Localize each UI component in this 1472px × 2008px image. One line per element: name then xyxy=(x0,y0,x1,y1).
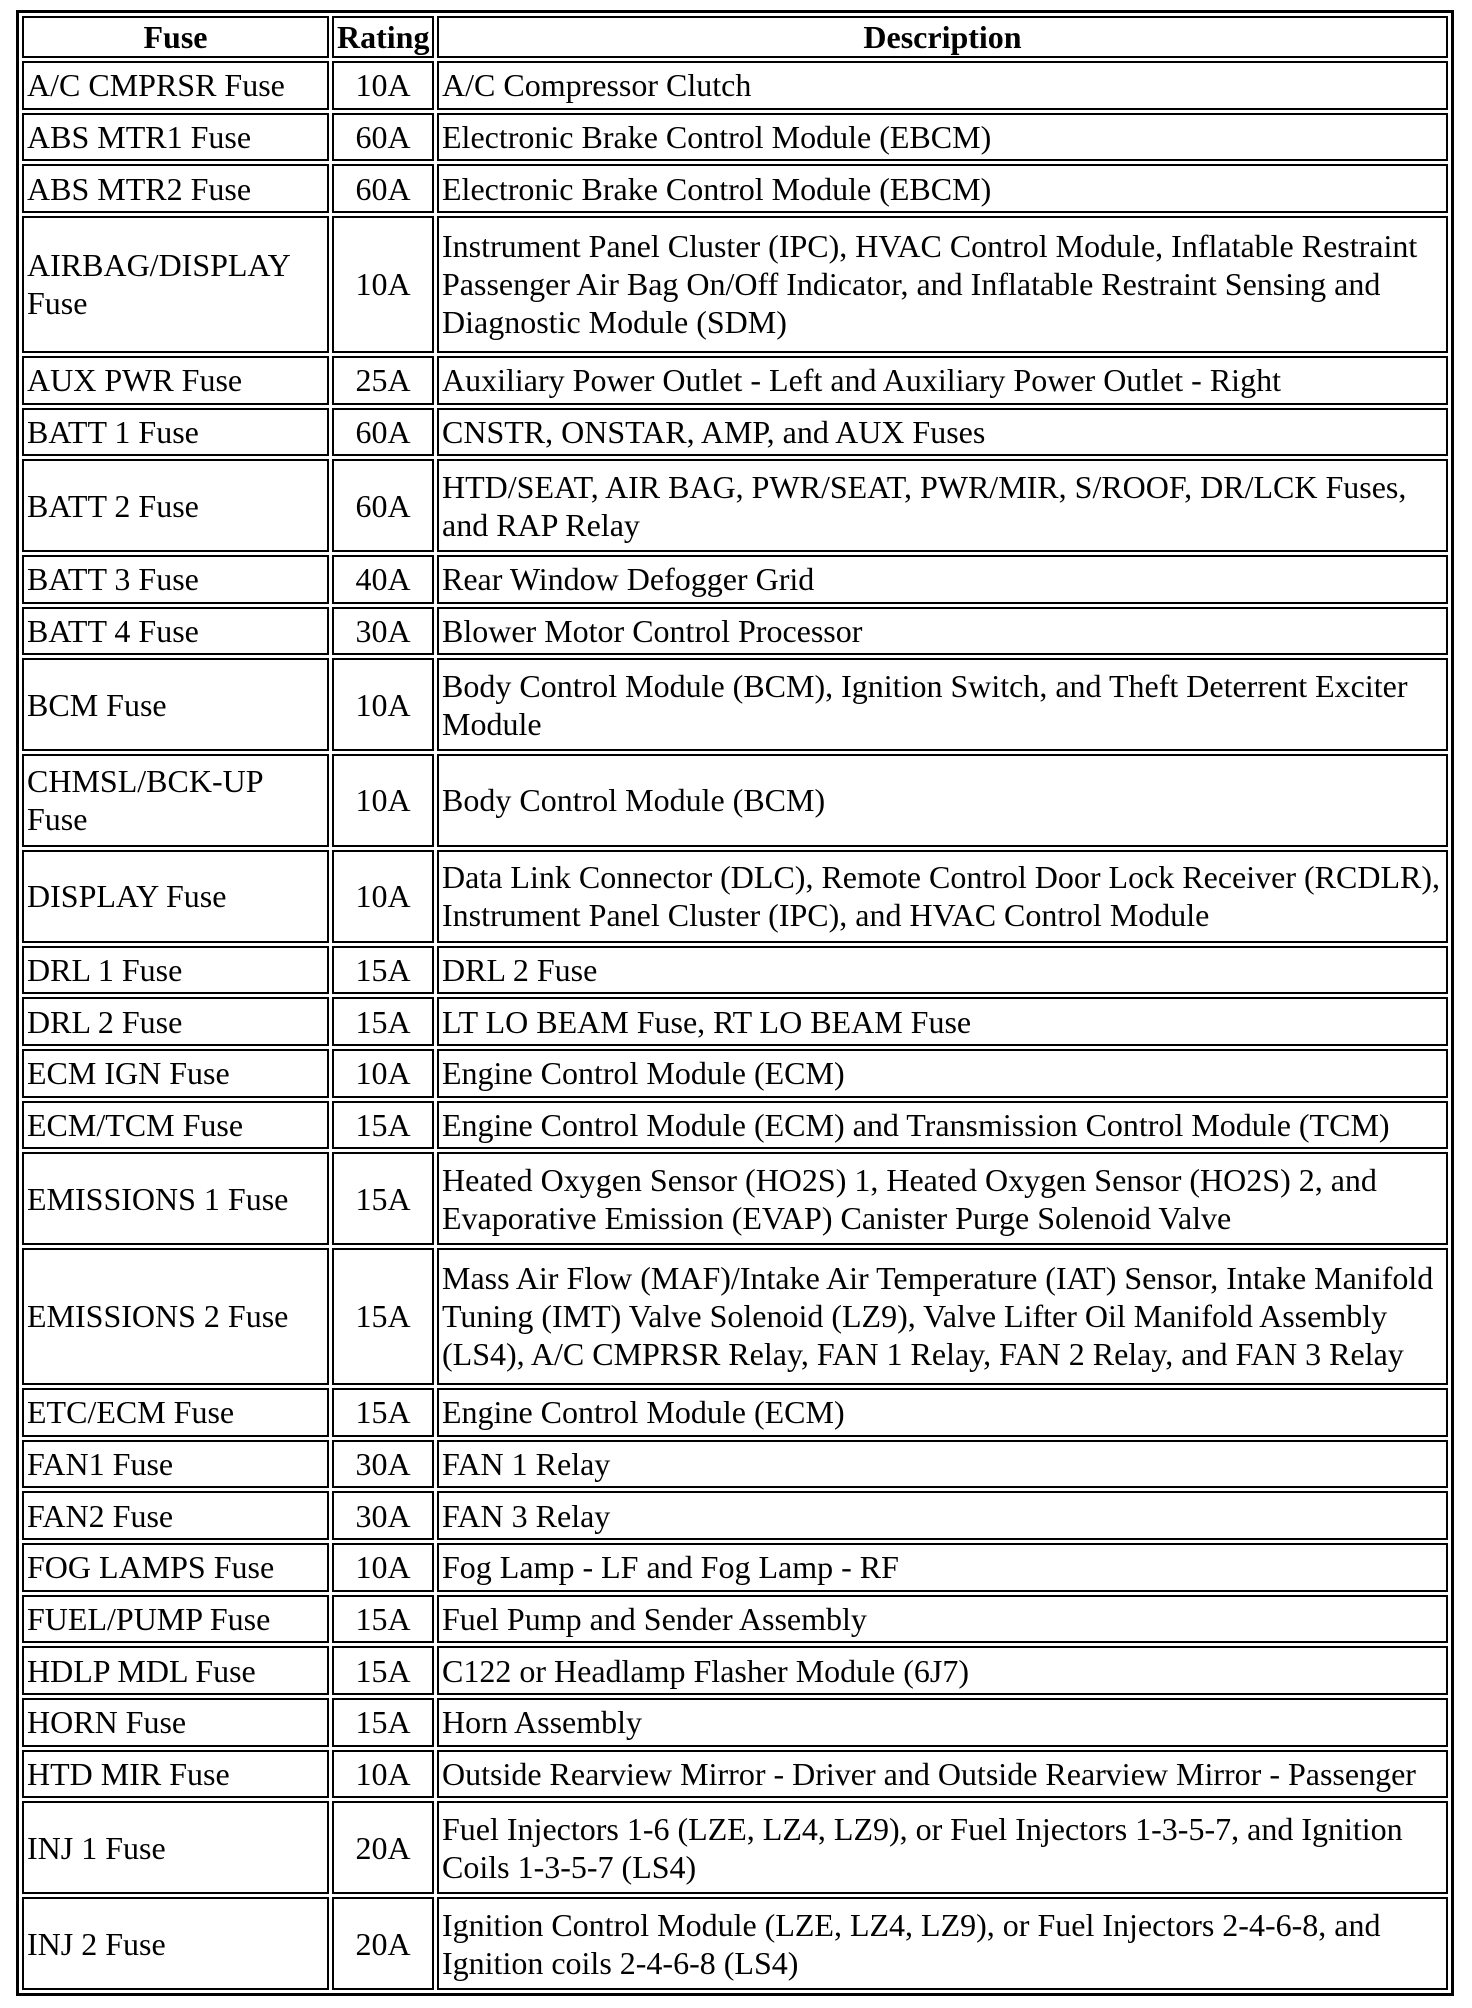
fuse-description-cell: CNSTR, ONSTAR, AMP, and AUX Fuses xyxy=(437,408,1448,457)
fuse-description-cell: Fuel Pump and Sender Assembly xyxy=(437,1595,1448,1644)
fuse-description-cell: Blower Motor Control Processor xyxy=(437,607,1448,656)
fuse-name-cell: A/C CMPRSR Fuse xyxy=(22,61,329,110)
fuse-name-cell: EMISSIONS 1 Fuse xyxy=(22,1152,329,1245)
fuse-name-cell: FOG LAMPS Fuse xyxy=(22,1543,329,1592)
table-row xyxy=(22,113,1448,162)
fuse-description-cell: Fuel Injectors 1-6 (LZE, LZ4, LZ9), or Fuel Injectors 1-3-5-7, and Ignition Coils 1-3-5-7 (LS4) xyxy=(437,1801,1448,1894)
fuse-description-cell: Instrument Panel Cluster (IPC), HVAC Control Module, Inflatable Restraint Passenger Air Bag On/Off Indicator, and Inflatable Restraint Sensing and Diagnostic Module (SDM) xyxy=(437,216,1448,353)
fuse-rating-cell: 25A xyxy=(332,356,434,405)
fuse-rating-cell: 15A xyxy=(332,1698,434,1747)
fuse-description-cell: HTD/SEAT, AIR BAG, PWR/SEAT, PWR/MIR, S/ROOF, DR/LCK Fuses, and RAP Relay xyxy=(437,459,1448,552)
fuse-rating-cell: 15A xyxy=(332,946,434,995)
fuse-name-cell: BCM Fuse xyxy=(22,658,329,751)
table-row xyxy=(22,408,1448,457)
fuse-description-cell: Electronic Brake Control Module (EBCM) xyxy=(437,164,1448,213)
fuse-name-cell: ECM/TCM Fuse xyxy=(22,1101,329,1150)
table-row xyxy=(22,850,1448,943)
table-row xyxy=(22,555,1448,604)
fuse-name-cell: CHMSL/BCK-UP Fuse xyxy=(22,754,329,847)
fuse-name-cell: DRL 2 Fuse xyxy=(22,997,329,1046)
table-row xyxy=(22,1388,1448,1437)
fuse-description-cell: LT LO BEAM Fuse, RT LO BEAM Fuse xyxy=(437,997,1448,1046)
fuse-name-cell: FUEL/PUMP Fuse xyxy=(22,1595,329,1644)
table-row xyxy=(22,1440,1448,1489)
fuse-rating-cell: 10A xyxy=(332,1543,434,1592)
fuse-name-cell: HDLP MDL Fuse xyxy=(22,1646,329,1695)
fuse-rating-cell: 20A xyxy=(332,1801,434,1894)
fuse-rating-cell: 15A xyxy=(332,1595,434,1644)
fuse-rating-cell: 30A xyxy=(332,1440,434,1489)
table-row xyxy=(22,216,1448,353)
table-row xyxy=(22,459,1448,552)
fuse-rating-cell: 30A xyxy=(332,607,434,656)
table-row xyxy=(22,1491,1448,1540)
fuse-rating-cell: 15A xyxy=(332,1248,434,1385)
fuse-rating-cell: 10A xyxy=(332,61,434,110)
fuse-name-cell: BATT 3 Fuse xyxy=(22,555,329,604)
fuse-name-cell: ETC/ECM Fuse xyxy=(22,1388,329,1437)
fuse-rating-cell: 30A xyxy=(332,1491,434,1540)
fuse-description-cell: Auxiliary Power Outlet - Left and Auxiliary Power Outlet - Right xyxy=(437,356,1448,405)
fuse-name-cell: HORN Fuse xyxy=(22,1698,329,1747)
fuse-table xyxy=(19,13,1451,1993)
fuse-description-cell: Mass Air Flow (MAF)/Intake Air Temperature (IAT) Sensor, Intake Manifold Tuning (IMT) Valve Solenoid (LZ9), Valve Lifter Oil Manifold Assembly (LS4), A/C CMPRSR Relay, FAN 1 Relay, FAN 2 Relay, and FAN 3 Relay xyxy=(437,1248,1448,1385)
fuse-description-cell: Rear Window Defogger Grid xyxy=(437,555,1448,604)
table-row xyxy=(22,1698,1448,1747)
fuse-description-cell: C122 or Headlamp Flasher Module (6J7) xyxy=(437,1646,1448,1695)
fuse-rating-cell: 10A xyxy=(332,1750,434,1799)
fuse-name-cell: INJ 2 Fuse xyxy=(22,1897,329,1990)
fuse-name-cell: FAN2 Fuse xyxy=(22,1491,329,1540)
fuse-description-cell: Ignition Control Module (LZE, LZ4, LZ9), or Fuel Injectors 2-4-6-8, and Ignition coils 2-4-6-8 (LS4) xyxy=(437,1897,1448,1990)
fuse-description-cell: Body Control Module (BCM), Ignition Switch, and Theft Deterrent Exciter Module xyxy=(437,658,1448,751)
fuse-rating-cell: 60A xyxy=(332,113,434,162)
fuse-name-cell: DRL 1 Fuse xyxy=(22,946,329,995)
fuse-rating-cell: 10A xyxy=(332,754,434,847)
table-row xyxy=(22,1595,1448,1644)
table-row xyxy=(22,997,1448,1046)
table-row xyxy=(22,946,1448,995)
fuse-rating-cell: 10A xyxy=(332,658,434,751)
fuse-description-cell: FAN 1 Relay xyxy=(437,1440,1448,1489)
fuse-name-cell: ABS MTR1 Fuse xyxy=(22,113,329,162)
fuse-description-cell: Body Control Module (BCM) xyxy=(437,754,1448,847)
fuse-description-cell: Heated Oxygen Sensor (HO2S) 1, Heated Oxygen Sensor (HO2S) 2, and Evaporative Emission (EVAP) Canister Purge Solenoid Valve xyxy=(437,1152,1448,1245)
fuse-table-frame xyxy=(16,10,1454,1996)
fuse-rating-cell: 15A xyxy=(332,1646,434,1695)
fuse-description-cell: Engine Control Module (ECM) and Transmission Control Module (TCM) xyxy=(437,1101,1448,1150)
fuse-description-cell: Horn Assembly xyxy=(437,1698,1448,1747)
fuse-description-cell: FAN 3 Relay xyxy=(437,1491,1448,1540)
fuse-description-cell: Engine Control Module (ECM) xyxy=(437,1049,1448,1098)
fuse-description-cell: A/C Compressor Clutch xyxy=(437,61,1448,110)
fuse-name-cell: DISPLAY Fuse xyxy=(22,850,329,943)
fuse-description-cell: Data Link Connector (DLC), Remote Control Door Lock Receiver (RCDLR), Instrument Panel Cluster (IPC), and HVAC Control Module xyxy=(437,850,1448,943)
fuse-name-cell: BATT 1 Fuse xyxy=(22,408,329,457)
fuse-name-cell: AIRBAG/DISPLAY Fuse xyxy=(22,216,329,353)
fuse-name-cell: AUX PWR Fuse xyxy=(22,356,329,405)
table-row xyxy=(22,1801,1448,1894)
header-description: Description xyxy=(437,16,1448,58)
fuse-name-cell: EMISSIONS 2 Fuse xyxy=(22,1248,329,1385)
table-header-row xyxy=(22,16,1448,58)
fuse-rating-cell: 20A xyxy=(332,1897,434,1990)
fuse-rating-cell: 15A xyxy=(332,997,434,1046)
table-row xyxy=(22,658,1448,751)
fuse-rating-cell: 10A xyxy=(332,850,434,943)
table-row xyxy=(22,61,1448,110)
fuse-description-cell: Electronic Brake Control Module (EBCM) xyxy=(437,113,1448,162)
header-fuse: Fuse xyxy=(22,16,329,58)
fuse-name-cell: ABS MTR2 Fuse xyxy=(22,164,329,213)
fuse-description-cell: Outside Rearview Mirror - Driver and Outside Rearview Mirror - Passenger xyxy=(437,1750,1448,1799)
table-row xyxy=(22,356,1448,405)
fuse-description-cell: Engine Control Module (ECM) xyxy=(437,1388,1448,1437)
fuse-rating-cell: 40A xyxy=(332,555,434,604)
fuse-name-cell: BATT 4 Fuse xyxy=(22,607,329,656)
fuse-description-cell: DRL 2 Fuse xyxy=(437,946,1448,995)
fuse-rating-cell: 15A xyxy=(332,1152,434,1245)
table-row xyxy=(22,1152,1448,1245)
table-row xyxy=(22,164,1448,213)
fuse-rating-cell: 15A xyxy=(332,1101,434,1150)
fuse-rating-cell: 10A xyxy=(332,216,434,353)
table-row xyxy=(22,1750,1448,1799)
fuse-rating-cell: 60A xyxy=(332,408,434,457)
fuse-name-cell: HTD MIR Fuse xyxy=(22,1750,329,1799)
table-row xyxy=(22,1543,1448,1592)
fuse-description-cell: Fog Lamp - LF and Fog Lamp - RF xyxy=(437,1543,1448,1592)
fuse-rating-cell: 10A xyxy=(332,1049,434,1098)
fuse-rating-cell: 15A xyxy=(332,1388,434,1437)
table-row xyxy=(22,754,1448,847)
fuse-name-cell: BATT 2 Fuse xyxy=(22,459,329,552)
fuse-name-cell: ECM IGN Fuse xyxy=(22,1049,329,1098)
table-row xyxy=(22,1049,1448,1098)
header-rating: Rating xyxy=(332,16,434,58)
table-row xyxy=(22,607,1448,656)
table-row xyxy=(22,1646,1448,1695)
fuse-rating-cell: 60A xyxy=(332,164,434,213)
table-row xyxy=(22,1101,1448,1150)
fuse-name-cell: INJ 1 Fuse xyxy=(22,1801,329,1894)
table-row xyxy=(22,1248,1448,1385)
fuse-name-cell: FAN1 Fuse xyxy=(22,1440,329,1489)
fuse-rating-cell: 60A xyxy=(332,459,434,552)
table-row xyxy=(22,1897,1448,1990)
